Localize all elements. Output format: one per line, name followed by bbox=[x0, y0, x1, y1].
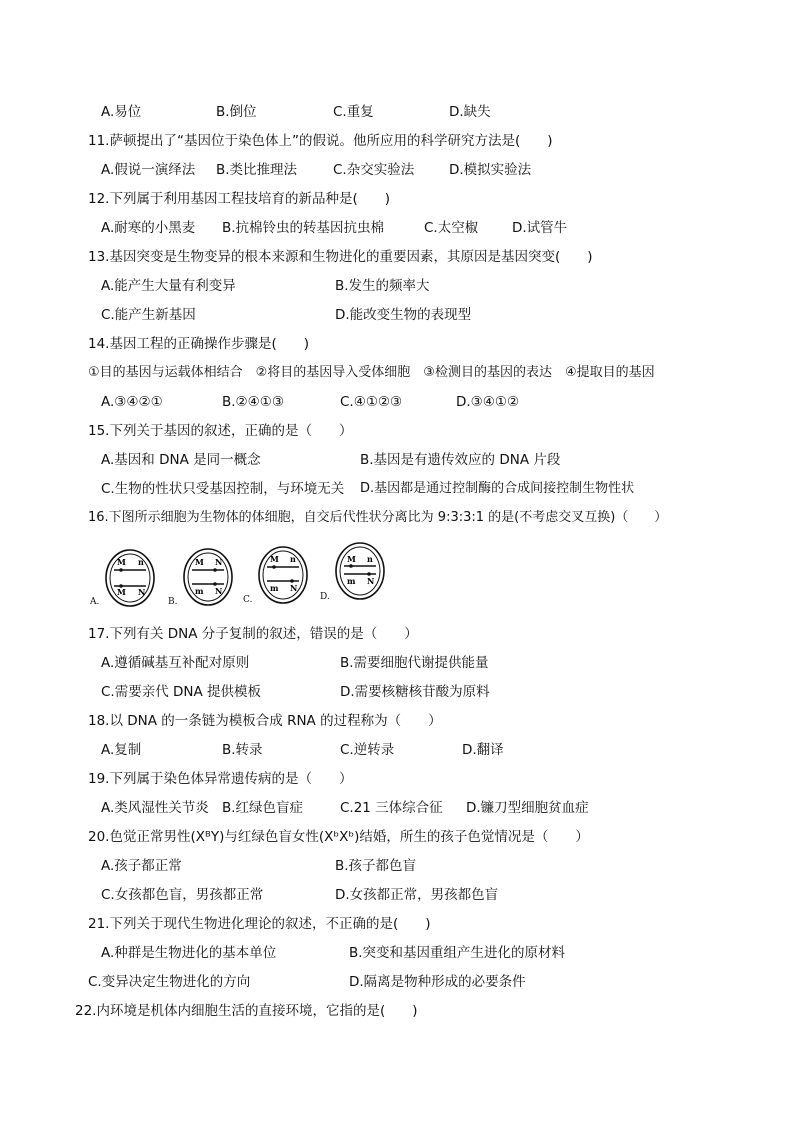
q14-stem: 14.基因工程的正确操作步骤是( ) bbox=[88, 336, 310, 352]
q17-option-c: C.需要亲代 DNA 提供模板 bbox=[101, 684, 262, 700]
q13-option-b: B.发生的频率大 bbox=[335, 278, 430, 294]
q21-option-a: A.种群是生物进化的基本单位 bbox=[101, 945, 277, 961]
q16-stem: 16.下图所示细胞为生物体的体细胞，自交后代性状分离比为 9:3:3:1 的是(不考虑交叉互换)（ ） bbox=[88, 510, 668, 525]
fig-b-top-left: M bbox=[195, 557, 204, 567]
q17-option-a: A.遵循碱基互补配对原则 bbox=[101, 655, 250, 671]
q11-option-d: D.模拟实验法 bbox=[449, 162, 532, 178]
q12-option-a: A.耐寒的小黑麦 bbox=[101, 220, 196, 236]
q20-option-a: A.孩子都正常 bbox=[101, 858, 182, 874]
q15-option-a: A.基因和 DNA 是同一概念 bbox=[101, 452, 261, 468]
q15-option-d: D.基因都是通过控制酶的合成间接控制生物性状 bbox=[360, 481, 635, 496]
q15-option-c: C.生物的性状只受基因控制，与环境无关 bbox=[101, 481, 345, 497]
q19-option-c: C.21 三体综合征 bbox=[340, 800, 443, 816]
fig-a-top-left: M bbox=[117, 557, 126, 567]
q12-option-c: C.太空椒 bbox=[424, 220, 479, 236]
fig-d-bottom-right: N bbox=[367, 576, 375, 586]
q20-option-b: B.孩子都色盲 bbox=[335, 858, 417, 874]
fig-c-top-left: M bbox=[270, 554, 279, 564]
q11-option-b: B.类比推理法 bbox=[216, 162, 298, 178]
q18-option-b: B.转录 bbox=[222, 742, 263, 758]
q13-option-d: D.能改变生物的表现型 bbox=[335, 307, 472, 323]
cell-figure-d bbox=[334, 541, 386, 605]
fig-a-bottom-right: N bbox=[138, 587, 146, 597]
cell-figure-a bbox=[104, 548, 156, 612]
fig-a-label: A. bbox=[90, 597, 100, 607]
fig-b-bottom-left: m bbox=[195, 586, 204, 596]
q22-stem: 22.内环境是机体内细胞生活的直接环境，它指的是( ) bbox=[75, 1003, 418, 1019]
fig-c-label: C. bbox=[243, 595, 253, 605]
q10-option-d: D.缺失 bbox=[449, 104, 491, 120]
fig-a-top-right: n bbox=[138, 557, 144, 567]
q15-stem: 15.下列关于基因的叙述，正确的是（ ） bbox=[88, 423, 353, 439]
q19-option-d: D.镰刀型细胞贫血症 bbox=[466, 800, 589, 816]
q10-option-c: C.重复 bbox=[333, 104, 374, 120]
q13-option-c: C.能产生新基因 bbox=[101, 307, 196, 323]
fig-d-top-right: n bbox=[367, 554, 373, 564]
q17-stem: 17.下列有关 DNA 分子复制的叙述，错误的是（ ） bbox=[88, 626, 418, 642]
q15-option-b: B.基因是有遗传效应的 DNA 片段 bbox=[360, 452, 561, 468]
q12-option-b: B.抗棉铃虫的转基因抗虫棉 bbox=[222, 220, 385, 236]
q14-steps: ①目的基因与运载体相结合 ②将目的基因导入受体细胞 ③检测目的基因的表达 ④提取目的基因 bbox=[88, 365, 655, 380]
fig-b-label: B. bbox=[168, 597, 178, 607]
q19-option-b: B.红绿色盲症 bbox=[222, 800, 304, 816]
q21-stem: 21.下列关于现代生物进化理论的叙述，不正确的是( ) bbox=[88, 916, 431, 932]
q11-option-c: C.杂交实验法 bbox=[333, 162, 415, 178]
q11-stem: 11.萨顿提出了“基因位于染色体上”的假说。他所应用的科学研究方法是( ) bbox=[88, 133, 553, 149]
fig-d-label: D. bbox=[320, 592, 330, 602]
q14-option-c: C.④①②③ bbox=[340, 394, 403, 410]
q20-option-d: D.女孩都正常，男孩都色盲 bbox=[335, 887, 499, 903]
fig-d-bottom-left: m bbox=[347, 576, 356, 586]
fig-c-bottom-left: m bbox=[270, 583, 279, 593]
q11-option-a: A.假说一演绎法 bbox=[101, 162, 196, 178]
q14-option-a: A.③④②① bbox=[101, 394, 163, 410]
q13-option-a: A.能产生大量有利变异 bbox=[101, 278, 236, 294]
q10-option-b: B.倒位 bbox=[216, 104, 257, 120]
q20-option-c: C.女孩都色盲，男孩都正常 bbox=[101, 887, 264, 903]
q19-stem: 19.下列属于染色体异常遗传病的是（ ） bbox=[88, 771, 353, 787]
q18-option-a: A.复制 bbox=[101, 742, 142, 758]
fig-d-top-left: M bbox=[347, 554, 356, 564]
fig-c-bottom-right: N bbox=[290, 583, 298, 593]
q18-option-d: D.翻译 bbox=[462, 742, 504, 758]
q20-stem: 20.色觉正常男性(XᴮY)与红绿色盲女性(XᵇXᵇ)结婚，所生的孩子色觉情况是（ ） bbox=[88, 829, 589, 845]
cell-figure-b bbox=[182, 547, 234, 611]
q14-option-b: B.②④①③ bbox=[222, 394, 284, 410]
fig-a-bottom-left: M bbox=[117, 587, 126, 597]
fig-b-top-right: N bbox=[215, 557, 223, 567]
q18-option-c: C.逆转录 bbox=[340, 742, 395, 758]
q12-option-d: D.试管牛 bbox=[512, 220, 568, 236]
fig-c-top-right: n bbox=[290, 554, 296, 564]
q12-stem: 12.下列属于利用基因工程技培育的新品种是( ) bbox=[88, 191, 391, 207]
q17-option-b: B.需要细胞代谢提供能量 bbox=[340, 655, 489, 671]
q14-option-d: D.③④①② bbox=[456, 394, 520, 410]
q18-stem: 18.以 DNA 的一条链为模板合成 RNA 的过程称为（ ） bbox=[88, 713, 442, 729]
q10-option-a: A.易位 bbox=[101, 104, 142, 120]
q17-option-d: D.需要核糖核苷酸为原料 bbox=[340, 684, 490, 700]
q21-option-d: D.隔离是物种形成的必要条件 bbox=[349, 974, 526, 990]
cell-figure-c bbox=[257, 545, 309, 609]
q13-stem: 13.基因突变是生物变异的根本来源和生物进化的重要因素，其原因是基因突变( ) bbox=[88, 249, 593, 265]
q19-option-a: A.类风湿性关节炎 bbox=[101, 800, 209, 816]
fig-b-bottom-right: N bbox=[215, 586, 223, 596]
q21-option-b: B.突变和基因重组产生进化的原材料 bbox=[349, 945, 566, 961]
q21-option-c: C.变异决定生物进化的方向 bbox=[88, 974, 251, 990]
